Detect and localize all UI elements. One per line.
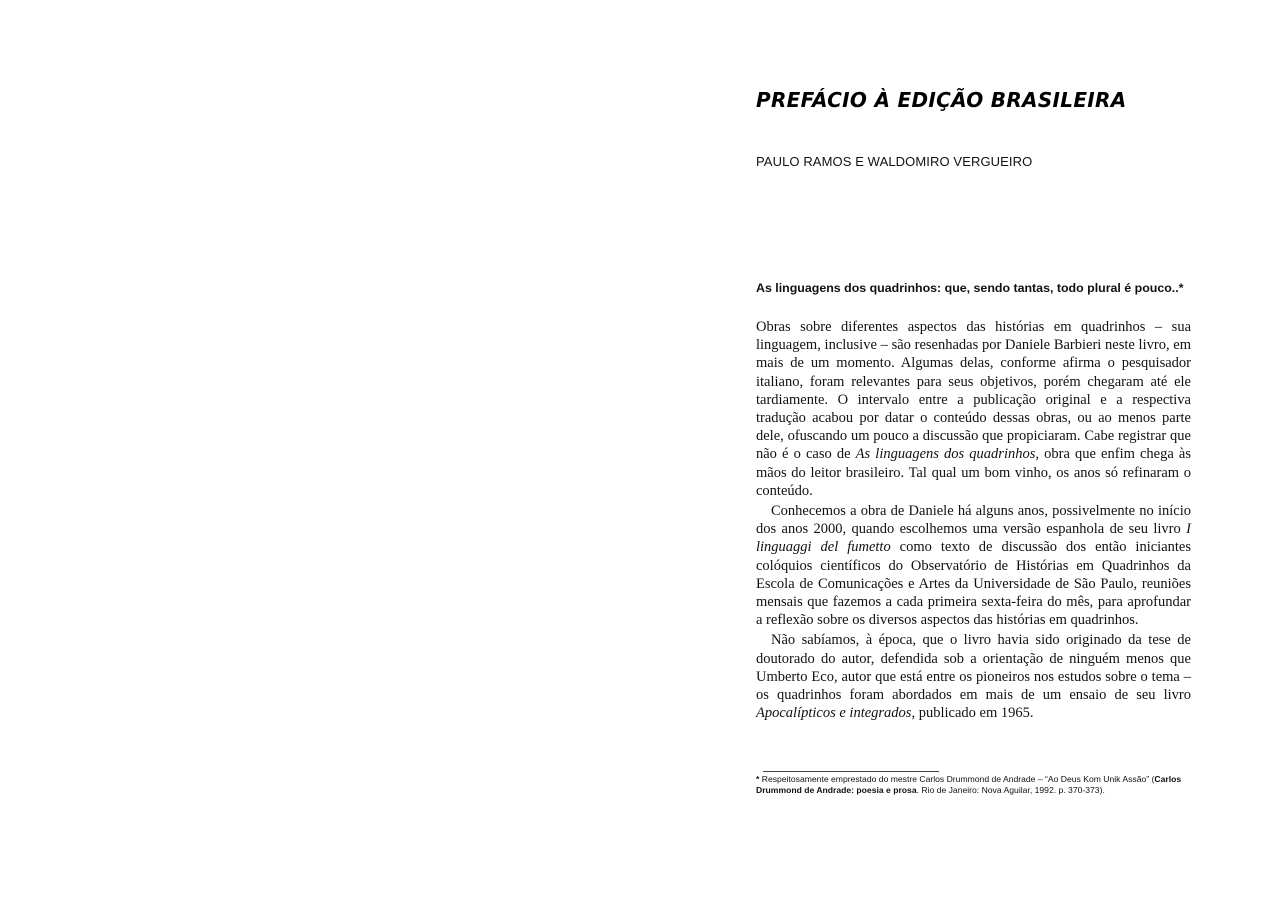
footnote-marker: * xyxy=(1178,281,1184,295)
paragraph-2-text-b: como texto de discussão dos então iniciantes colóquios científicos do Observatório de Histórias em Quadrinhos da Escola de Comunicações e Artes da Universidade de São Paulo, reuniões mensais que fazemos a cada primeira sexta-feira do mês, para aprofundar a reflexão sobre os diversos aspectos das histórias em quadrinhos. xyxy=(756,539,1191,629)
right-page xyxy=(643,0,1286,908)
paragraph-1-text-b: , obra que enfim chega às mãos do leitor brasileiro. Tal qual um bom vinho, os anos só refinaram o conteúdo. xyxy=(756,446,1191,499)
paragraph-1-text-a: Obras sobre diferentes aspectos das histórias em quadrinhos – sua linguagem, inclusive – são resenhadas por Daniele Barbieri neste livro, em mais de um momento. Algumas delas, conforme afirma o pesquisador italiano, foram relevantes para seus objetivos, porém chegaram até ele tardiamente. O intervalo entre a publicação original e a respectiva tradução acabou por datar o conteúdo dessas obras, ou ao menos parte dele, ofuscando um pouco a discussão que propiciaram. Cabe registrar que não é o caso de xyxy=(756,319,1191,463)
paragraph-2 xyxy=(756,502,1191,629)
paragraph-1 xyxy=(756,318,1191,500)
section-subtitle xyxy=(756,281,1196,295)
footnote-text-a: Respeitosamente emprestado do mestre Carlos Drummond de Andrade – “Ao Deus Kom Unik Assão” ( xyxy=(761,774,1155,784)
paragraph-3 xyxy=(756,631,1191,722)
paragraph-2-text-a: Conhecemos a obra de Daniele há alguns anos, possivelmente no início dos anos 2000, quando escolhemos uma versão espanhola de seu livro xyxy=(756,503,1191,538)
footnote-divider xyxy=(763,771,939,772)
paragraph-3-text-b: , publicado em 1965. xyxy=(911,705,1034,722)
authors-line: PAULO RAMOS E WALDOMIRO VERGUEIRO xyxy=(756,154,1033,169)
footnote-bullet: * xyxy=(756,774,760,784)
paragraph-3-book-title: Apocalípticos e integrados xyxy=(756,705,912,722)
paragraph-1-book-title: As linguagens dos quadrinhos xyxy=(855,446,1036,463)
page-title: PREFÁCIO À EDIÇÃO BRASILEIRA xyxy=(756,88,1127,112)
footnote-text-b: . Rio de Janeiro: Nova Aguilar, 1992. p. 370-373). xyxy=(916,785,1105,795)
paragraph-3-text-a: Não sabíamos, à época, que o livro havia sido originado da tese de doutorado do autor, defendida sob a orientação de ninguém menos que Umberto Eco, autor que está entre os pioneiros nos estudos sobre o tema – os quadrinhos foram abordados em mais de um ensaio de seu livro xyxy=(756,632,1191,704)
body-text xyxy=(756,318,1191,722)
footnote xyxy=(756,774,1196,796)
section-subtitle-text: As linguagens dos quadrinhos: que, sendo tantas, todo plural é pouco.. xyxy=(756,281,1179,295)
footnote-book-title: Carlos Drummond de Andrade: poesia e prosa xyxy=(756,774,1182,795)
paragraph-2-book-title: I linguaggi del fumetto xyxy=(756,521,1191,556)
